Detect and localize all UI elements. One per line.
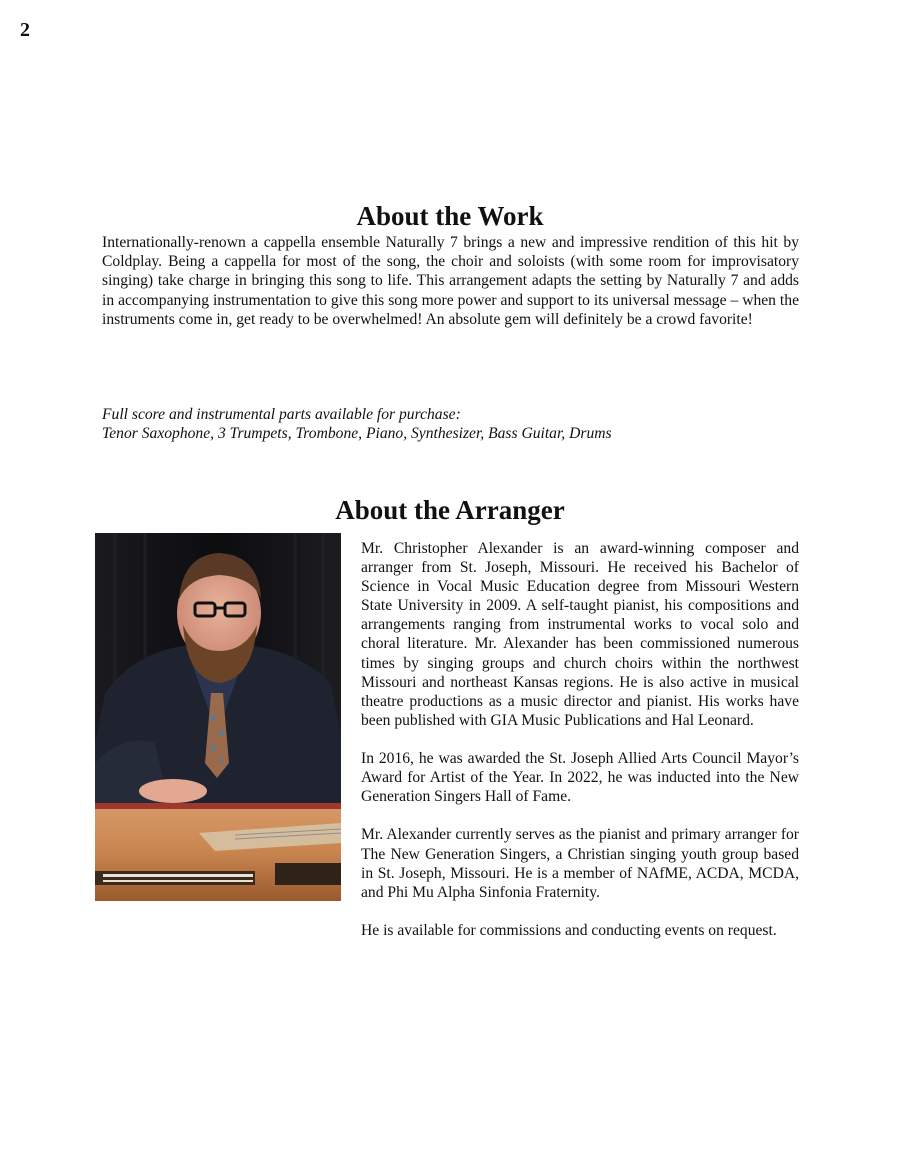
about-the-work-heading: About the Work (356, 201, 544, 231)
page-number: 2 (20, 19, 30, 41)
bio-paragraph: In 2016, he was awarded the St. Joseph Allied Arts Council Mayor’s Award for Artist of the Year. In 2022, he was inducted into the New Generation Singers Hall of Fame. (361, 750, 799, 806)
about-the-arranger-heading: About the Arranger (335, 495, 565, 525)
bio-paragraph: Mr. Alexander currently serves as the pianist and primary arranger for The New Generation Singers, a Christian singing youth group based in St. Joseph, Missouri. He is a member of NAfME, ACDA, MCDA, and Phi Mu Alpha Sinfonia Fraternity. (361, 826, 799, 901)
parts-availability (102, 405, 799, 443)
parts-intro: Full score and instrumental parts available for purchase: (102, 406, 461, 423)
bio-paragraph: He is available for commissions and conducting events on request. (361, 921, 777, 939)
arranger-bio (361, 539, 799, 959)
work-description: Internationally-renown a cappella ensemble Naturally 7 brings a new and impressive rendition of this hit by Coldplay. Being a cappella for most of the song, the choir and soloists (with some room for improvisatory singing) take charge in bringing this song to life. This arrangement adapts the setting by Naturally 7 and adds in accompanying instrumentation to give this song more power and support to its universal message – when the instruments come in, get ready to be overwhelmed! An absolute gem will definitely be a crowd favorite! (102, 234, 799, 328)
parts-list: Tenor Saxophone, 3 Trumpets, Trombone, Piano, Synthesizer, Bass Guitar, Drums (102, 425, 612, 443)
bio-paragraph: Mr. Christopher Alexander is an award-winning composer and arranger from St. Joseph, Missouri. He received his Bachelor of Science in Vocal Music Education degree from Missouri Western State University in 2009. A self-taught pianist, his compositions and arrangements ranging from instrumental works to vocal solo and choral literature. Mr. Alexander has been commissioned numerous times by singing groups and church choirs within the northwest Missouri and northeast Kansas regions. He is also active in musical theatre productions as a music director and pianist. His works have been published with GIA Music Publications and Hal Leonard. (361, 540, 799, 729)
arranger-photo (95, 533, 341, 901)
